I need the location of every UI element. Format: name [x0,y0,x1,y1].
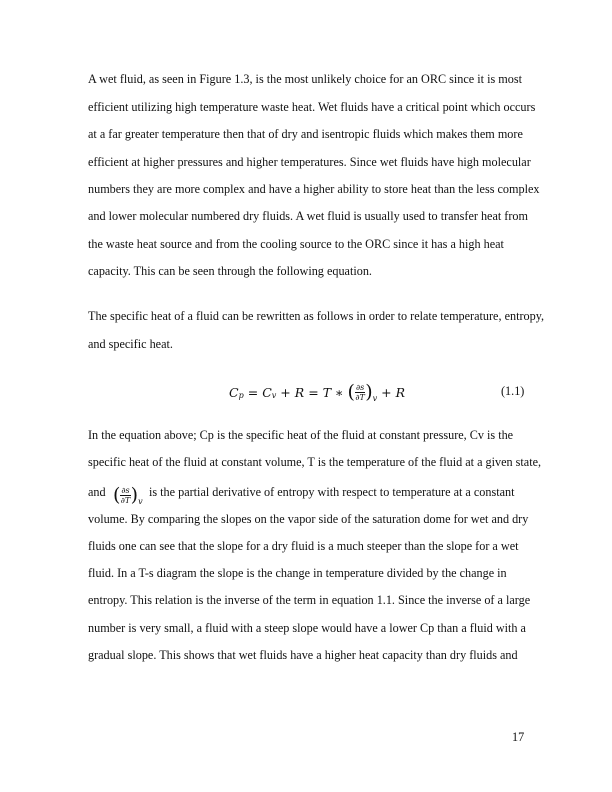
inline-derivative [113,486,143,505]
eq-equals: = [308,384,319,400]
eq-numerator: ∂s [355,382,365,392]
eq-plus: + [381,384,392,400]
eq-fraction [355,383,365,402]
body-text-line: fluid. In a T-s diagram the slope is the change in temperature divided by the change in [88,566,507,580]
body-text-line: The specific heat of a fluid can be rewritten as follows in order to relate temperature, entropy, [88,309,545,323]
eq-r: R [395,384,406,400]
eq-denominator: ∂T [355,392,365,402]
body-text-line: number is very small, a fluid with a steep slope would have a lower Cp than a fluid with a [88,621,526,635]
eq-cv: C [262,384,272,400]
body-text-line: numbers they are more complex and have a higher ability to store heat than the less complex [88,182,540,196]
equation-number: (1.1) [501,384,525,398]
body-text-line: entropy. This relation is the inverse of the term in equation 1.1. Since the inverse of a large [88,593,531,607]
eq-r: R [294,384,305,400]
eq-cv-sub: v [271,390,277,400]
body-text-line: A wet fluid, as seen in Figure 1.3, is the most unlikely choice for an ORC since it is most [88,72,522,86]
eq-rparen: ) [365,380,373,403]
body-text-line: efficient at higher pressures and higher temperatures. Since wet fluids have high molecular [88,155,531,169]
eq-equals: = [247,384,259,400]
body-text-line: fluids one can see that the slope for a dry fluid is a much steeper than the slope for a wet [88,539,519,553]
body-text-line: volume. By comparing the slopes on the vapor side of the saturation dome for wet and dry [88,512,529,526]
eq-denominator: ∂T [120,496,131,505]
body-text-line: at a far greater temperature then that of dry and isentropic fluids which makes them more [88,127,523,141]
body-text-line: gradual slope. This shows that wet fluids have a higher heat capacity than dry fluids and [88,648,518,662]
body-text-line: and specific heat. [88,337,173,351]
eq-numerator: ∂s [121,486,130,495]
body-text-line: is the partial derivative of entropy with respect to temperature at a constant [149,485,515,499]
eq-lparen: ( [347,380,355,403]
body-text-line: and lower molecular numbered dry fluids. A wet fluid is usually used to transfer heat from [88,209,528,223]
body-text-line: the waste heat source and from the cooling source to the ORC since it has a high heat [88,237,504,251]
eq-sub-v: v [372,393,378,403]
eq-plus: + [280,384,291,400]
body-text-line: capacity. This can be seen through the following equation. [88,264,372,278]
eq-times: ∗ [335,384,344,400]
eq-cp-sub: p [238,390,244,400]
eq-t: T [322,384,332,400]
eq-sub-v: v [138,497,143,506]
eq-fraction [120,486,130,505]
body-text-line: specific heat of the fluid at constant volume, T is the temperature of the fluid at a given state, [88,455,542,469]
equation-1-1 [229,380,405,404]
page-number: 17 [512,730,525,744]
body-text-line: and [88,485,106,499]
body-text-line: efficient utilizing high temperature waste heat. Wet fluids have a critical point which occurs [88,100,536,114]
eq-lparen: ( [113,484,121,506]
body-text-line: In the equation above; Cp is the specific heat of the fluid at constant pressure, Cv is the [88,428,514,442]
eq-cp: C [229,384,239,400]
eq-rparen: ) [130,484,139,506]
